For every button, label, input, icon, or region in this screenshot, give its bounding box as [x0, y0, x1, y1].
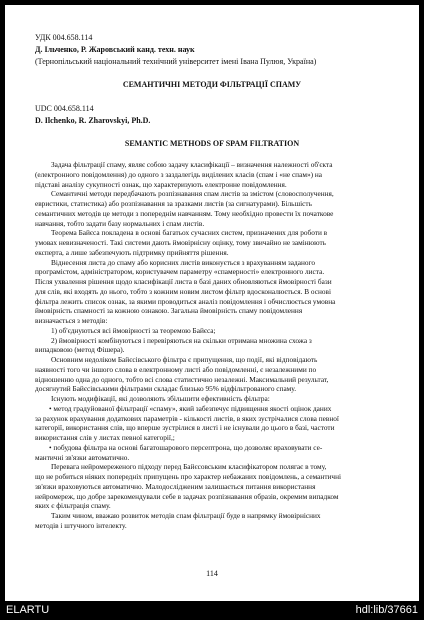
authors-en: D. Ilchenko, R. Zharovskyi, Ph.D.: [35, 116, 151, 125]
body-line: зв'язки враховуються автоматично. Малодослідженим залишається питання використання: [35, 481, 316, 491]
body-line: • метод градуйованої фільтрації «спаму», який забезпечує підвищення якості оцінок даних: [49, 403, 332, 413]
title-en: SEMANTIC METHODS OF SPAM FILTRATION: [124, 139, 300, 148]
body-line: використання слів у листах певної категорії,;: [35, 433, 175, 442]
body-line: програмістом, адміністратором, користувачем параметру «спамерності» електронного листа.: [35, 267, 325, 277]
body-line: категорії, використання слів, що вперше зустрілися в листі і не існували до цього в базі, частоти: [35, 423, 335, 433]
body-line: випадковою (метод Фішера).: [35, 345, 125, 355]
bottom-bar-left: ELARTU: [6, 604, 50, 616]
udc-en: UDC 004.658.114: [35, 104, 94, 113]
body-line: яких є фільтрація спаму.: [35, 501, 111, 511]
body-line: ймовірність спамності за кожною ознакою. Загальна ймовірність спаму повідомлення: [35, 306, 303, 316]
body-line: методів і штучного інтелекту.: [35, 520, 127, 530]
body-line: навчання, тобто задати базу нормальних і спам листів.: [35, 218, 205, 228]
body-line: для слів, які входять до нього, тобто з кожним новим листом фільтр вдосконалюється. В основі: [35, 286, 332, 296]
authors-uk: Д. Ільченко, Р. Жаровський канд. техн. наук: [35, 45, 195, 54]
body-line: за рахунок врахування додаткових параметрів - кількості листів, в яких зустрічалися слова певної: [35, 413, 339, 423]
body-line: 1) об'єднуються всі ймовірності за теоремою Байєса;: [51, 325, 216, 335]
body-line: умовах невизначеності. Такі системи дають ймовірнісну оцінку, тому звичайно не замінюють: [35, 238, 326, 247]
body-line: Основним недоліком Байєсівського фільтра є припущення, що події, які відповідають: [51, 355, 318, 364]
body-line: підставі аналізу сукупності ознак, що характеризують електронне повідомлення.: [35, 179, 287, 189]
body-line: 2) ймовірності комбінуються і перевіряються на скільки отримана множина схожа з: [51, 335, 312, 345]
body-line: евристики, статистика) або розпізнавання за зразками листів (за сигнатурами). Більшість: [35, 199, 312, 208]
body-line: визначається з методів:: [35, 316, 108, 325]
body-line: Після ухвалення рішення щодо класифікації листа в базі даних обновляються ймовірності бази: [35, 277, 332, 286]
body-line: Віднесення листа до спаму або корисних листів виконується з врахуванням заданого: [51, 257, 315, 267]
document-page: [5, 5, 419, 601]
body-line: що не робиться ніяких попередніх припущень про характер небажаних повідомлень, а семантичні: [35, 472, 342, 481]
body-line: Семантичні методи передбачають розпізнавання спам листів за змістом (словосполучення,: [51, 189, 334, 199]
body-line: (електронного повідомлення) до одного з заздалегідь виділених класів (спам і «не спам») на: [35, 169, 322, 179]
body-line: Теорема Байєса покладена в основі багатьох сучасних систем, призначених для роботи в: [51, 228, 328, 238]
body-line: Існують модифікації, які дозволяють збільшити ефективність фільтра:: [51, 394, 270, 403]
body-line: семантичних методів це методи з попереднім навчанням. Тому необхідно провести їх початкове: [35, 208, 334, 218]
body-line: відношенню одна до одного, тобто всі слова статистично незалежні. Максимальний результат,: [35, 374, 329, 384]
affiliation-uk: (Тернопільський національний технічний університет імені Івана Пулюя, Україна): [35, 57, 317, 66]
title-uk: СЕМАНТИЧНІ МЕТОДИ ФІЛЬТРАЦІЇ СПАМУ: [122, 80, 302, 89]
body-line: Таким чином, вважаю розвиток методів спам фільтрації буде в напрямку ймовірнісних: [51, 511, 321, 520]
body-line: Перевага нейромереженого підходу перед Байєсовським класифікатором полягає в тому,: [51, 462, 327, 472]
udc-uk: УДК 004.658.114: [35, 33, 93, 42]
body-line: фільтра лежить список ознак, за якими проводиться аналіз повідомлення і обчислюється умовна: [35, 296, 336, 306]
body-line: досягнутий Байєсівськими фільтрами складає близько 95% відфільтрованого спаму.: [35, 384, 297, 394]
body-line: мантичні зв'язки автоматично.: [35, 452, 130, 462]
body-line: • побудова фільтра на основі багатошарового персептрона, що дозволяє враховувати се-: [49, 442, 323, 452]
page-number: 114: [206, 569, 218, 578]
body-line: нейромереж, що добре зарекомендували себе в задачах розпізнавання образів, окремим випадком: [35, 491, 339, 501]
body-line: Задача фільтрації спаму, являє собою задачу класифікації – визначення належності об'єкта: [51, 160, 333, 169]
body-line: наявності того чи іншого слова в електронному листі або повідомленні, є незалежними по: [35, 364, 317, 374]
body-line: експерта, а лише забезпечують підтримку прийняття рішення.: [35, 247, 229, 257]
bottom-bar: [0, 601, 424, 620]
bottom-bar-right: hdl:lib/37661: [355, 604, 418, 616]
